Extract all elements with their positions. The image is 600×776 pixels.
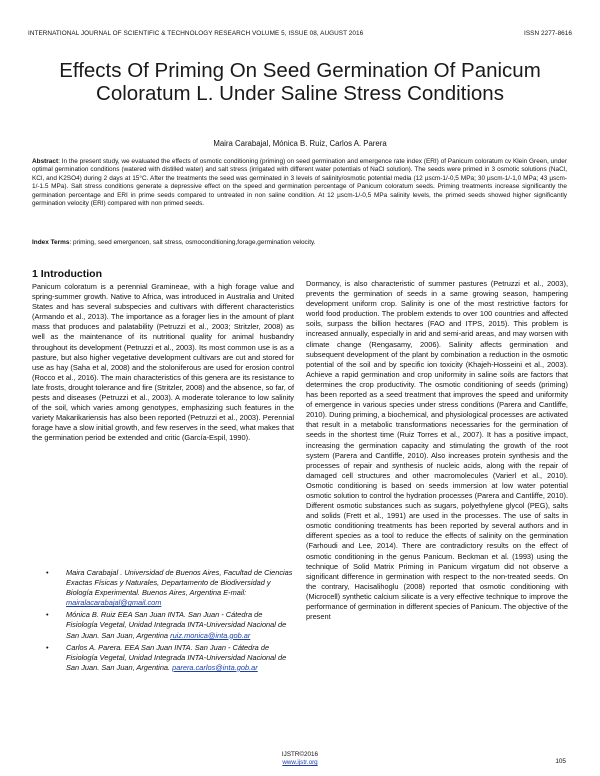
- intro-column-left: Panicum coloratum is a perennial Gramineae, with a high forage value and spring-summer growth. Native to Africa, was introduced in Australia and United States and has several subspecies and cultivars with different characteristics (Armando et al., 2013). The importance as a forager lies in the amount of plant mass that produces and palatability (Petruzzi et al., 2003; Stritzler, 2008) as well as the maintenance of its nutritional quality for animal husbandry throughout its development (Petruzzi et al., 2003). Its most common use is as a pasture, but also higher vegetative development cultivars are cut and stored for use as hay (Saha et al, 2008) and the stoloniferous are used for erosion control (Rocco et al., 2016). The main characteristics of this genera are its resistance to late frosts, drought tolerance and fire (Stritzler, 2008) and the absence, so far, of pests and diseases (Petruzzi et al., 2003). A moderate tolerance to low salinity of the soil, which varies among genotypes, emphasizing such features in the variety Makarikariensis has also been reported (Petruzzi et al., 2003). Perennial forage have a slow initial growth, and few reserves in the seed, what makes that the germination period be extended and critic (García-Espil, 1990).: [32, 282, 294, 443]
- email-link[interactable]: ruiz.monica@inta.gob.ar: [170, 630, 251, 640]
- index-terms-text: : priming, seed emergencen, salt stress, osmoconditioning,forage,germination velocity.: [69, 239, 316, 246]
- abstract: [32, 158, 567, 208]
- affiliation-item: [46, 568, 294, 608]
- journal-name: INTERNATIONAL JOURNAL OF SCIENTIFIC & TECHNOLOGY RESEARCH VOLUME 5, ISSUE 08, AUGUST 2016: [28, 30, 364, 37]
- affiliation-text: Mónica B. Ruiz EEA San Juan INTA. San Juan - Cátedra de Fisiología Vegetal, Unidad Integrada INTA-Universidad Nacional de San Juan. San Juan, Argentina: [66, 610, 287, 640]
- bullet: •: [46, 642, 49, 652]
- footer-url[interactable]: www.ijstr.org: [282, 759, 318, 766]
- footer-copyright: IJSTR©2016: [281, 751, 319, 758]
- page-footer: [0, 751, 600, 767]
- affiliation-item: [46, 610, 294, 640]
- affiliation-text: Maira Carabajal . Universidad de Buenos Aires, Facultad de Ciencias Exactas Físicas y Naturales, Departamento de Biodiversidad y Biología Experimental. Buenos Aires, Argentina E-mail:: [66, 568, 293, 598]
- index-terms: [32, 239, 567, 247]
- abstract-label: Abstract: [32, 158, 59, 165]
- email-link[interactable]: mairalacarabajal@gmail.com: [66, 598, 162, 608]
- section-heading: 1 Introduction: [32, 268, 102, 280]
- affiliation-item: [46, 643, 294, 673]
- bullet: •: [46, 610, 49, 620]
- paper-title: Effects Of Priming On Seed Germination Of Panicum Coloratum L. Under Saline Stress Conditions: [59, 59, 541, 105]
- intro-column-right: Dormancy, is also characteristic of summer pastures (Petruzzi et al., 2003), prevents the germination of seeds in a same growing season, hampering development uniform crop. Salinity is one of the most restrictive factors for world food production. The problem extends to over 100 countries and affected soils, surpass the billion hectares (FAO and ITPS, 2015). This problem is increased annually, especially in arid and semi-arid areas, and may worsen with climate change (Rengasamy, 2006). Salinity affects germination and subsequent development of the plant by combination a reduction in the osmotic potential of the soil and by specific ion toxicity (Khajeh-Hosseini et al., 2003). Achieve a rapid germination and crop uniformity in saline soils are factors that determines the crop productivity. The osmotic conditioning of seeds (priming) has been reported as a seed treatment that improves the speed and uniformity of emergence in various species under stress conditions (Parera and Cantliffe, 2010). During priming, a biochemical, and physiological processes are activated that result in a metabolic transformations necessaries for the germination of seeds in the shortest time (Ruiz Torres et al., 2007). It has a positive impact, increasing the germination capacity and stimulating the growth of the root system (Parera and Cantliffe, 2010). Also increases protein synthesis and the processes of repair and synthesis of nucleic acids, along with the repair of damaged cell structures and other macromolecules (Varierl et al., 2010). Osmotic conditioning is based on seeds immersion at low water potential osmotic solution to control the hydration processes (Parera and Cantliffe, 2010). Different osmotic substances such as sugars, polyethylene glycol (PEG), salts and solids (Frett et al., 1991) are used in the processes. The use of salts in osmotic conditioning treatments has been reported by several authors and in different species as a tool to reduce the effects of salinity on the germination (Farhoudi and Lee, 2014). There are contradictory results on the effect of osmotic conditioning in the genus Panicum. Beckman et al. (1993) using the technique of Solid Matrix Priming in Panicum virgatum did not observe a significant difference in germination with respect to the non-treated seeds. On the contrary, Hacisalihoglu (2008) reported that osmotic conditioning with (Microcell) synthetic calcium silicate is a very effective technique to improve the performance of germination in different species of Panicum. The objective of the present: [306, 279, 568, 622]
- bullet: •: [46, 568, 49, 577]
- author-list: Maira Carabajal, Mónica B. Ruiz, Carlos A. Parera: [213, 139, 387, 148]
- affiliation-text: Carlos A. Parera. EEA San Juan INTA. San Juan - Cátedra de Fisiología Vegetal, Unidad Integrada INTA-Universidad Nacional de San Juan. San Juan, Argentina.: [66, 642, 287, 672]
- author-affiliations: [46, 568, 294, 675]
- running-header: [28, 30, 572, 39]
- email-link[interactable]: parera.carlos@inta.gob.ar: [172, 662, 258, 672]
- index-terms-label: Index Terms: [32, 239, 70, 246]
- abstract-text: : In the present study, we evaluated the effects of osmotic conditioning (priming) on seed germination and emergence rate index (ERI) of Panicum coloratum cv Klein Green, under optimal germination conditions (watered with distilled water) and salt stress (irrigated with different water potentials of NaCl solution). The seeds were primed in 3 osmotic solutions (NaCl, KCl, and K2SO4) during 2 days at 15°C. After the treatments the seed was germinated in 3 levels of salinity/osmotic potential media (12 µscm-1/-0,5 MPa; 30 µscm-1/-1,0 MPa; 43 µscm-1/-1.5 MPa). Salt stress conditions generate a depressive effect on the speed and germination percentage of Panicum coloratum seeds. Priming treatments increase significantly the germination percentage and ERI in prime seeds compared to untreated in non saline condition. At 12 µscm-1/-0,5 MPa salinity levels, the primed seeds showed higher significantly germination velocity (ERI) compared with non primed seeds.: [32, 158, 567, 208]
- issn: ISSN 2277-8616: [524, 30, 572, 37]
- page-number: 105: [555, 758, 566, 765]
